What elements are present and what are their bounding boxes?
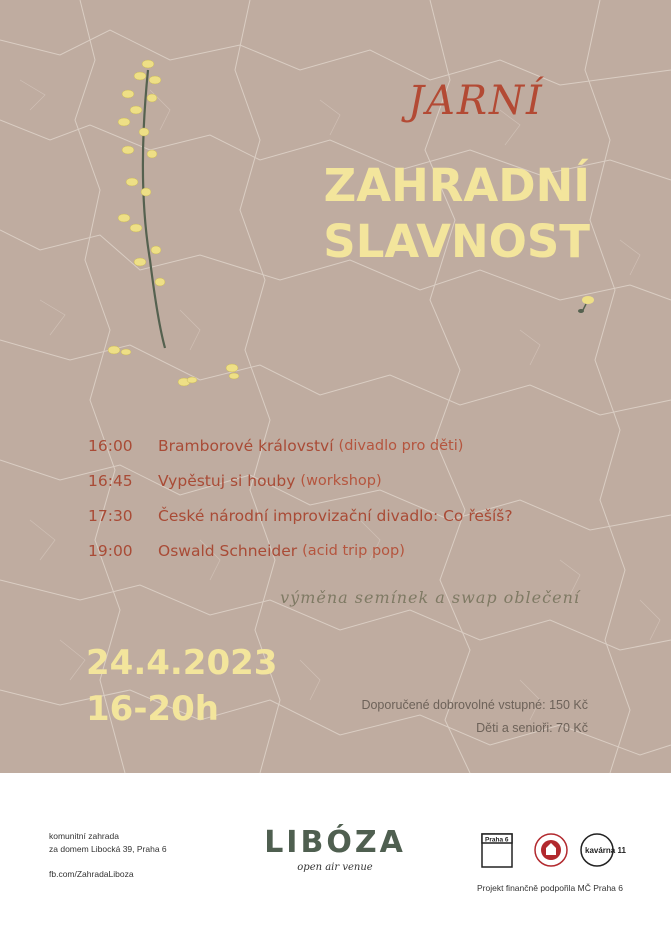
schedule-time: 16:00 <box>88 436 133 455</box>
schedule-row <box>88 498 648 533</box>
schedule-time: 19:00 <box>88 541 133 560</box>
title-line2: ZAHRADNÍ <box>323 159 590 212</box>
title-main <box>230 158 590 270</box>
schedule-note: (divadlo pro děti) <box>338 437 464 454</box>
funding-note: Projekt finančně podpořila MČ Praha 6 <box>477 883 623 893</box>
event-hours: 16-20h <box>86 689 219 729</box>
price-reduced: Děti a senioři: 70 Kč <box>476 721 588 735</box>
schedule-name: Bramborové království <box>158 436 334 455</box>
single-flower-illustration <box>570 290 600 320</box>
venue-line1: komunitní zahrada <box>49 831 119 841</box>
schedule-time: 16:45 <box>88 471 133 490</box>
schedule-name: Oswald Schneider <box>158 541 298 560</box>
entry-prices <box>300 694 588 740</box>
kavarna-logo <box>581 834 626 866</box>
title-line3: SLAVNOST <box>323 215 590 268</box>
schedule-row <box>88 463 648 498</box>
schedule-note: (acid trip pop) <box>302 542 405 559</box>
schedule-name: České národní improvizační divadlo: Co řešíš? <box>158 506 513 525</box>
logo-text: LIBÓZA <box>264 825 406 860</box>
venue-address <box>49 830 167 856</box>
schedule-name: Vypěstuj si houby <box>158 471 296 490</box>
facebook-link[interactable]: fb.com/ZahradaLiboza <box>49 869 134 879</box>
venue-line2: za domem Libocká 39, Praha 6 <box>49 844 167 854</box>
title-line1: JARNÍ <box>408 78 544 124</box>
schedule-time: 17:30 <box>88 506 133 525</box>
program-schedule <box>88 428 648 568</box>
price-recommended: Doporučené dobrovolné vstupné: 150 Kč <box>361 698 588 712</box>
city-crest-logo <box>535 834 567 866</box>
liboza-logo <box>250 826 420 873</box>
schedule-row <box>88 533 648 568</box>
schedule-row <box>88 428 648 463</box>
logo-subtitle: open air venue <box>297 862 373 873</box>
partner-logos <box>481 830 626 870</box>
event-date: 24.4.2023 <box>86 643 278 683</box>
event-date-block <box>86 640 277 732</box>
kavarna-text: kavárna 11 <box>585 846 626 855</box>
extra-activity: výměna semínek a swap oblečení <box>280 588 580 607</box>
schedule-note: (workshop) <box>300 472 382 489</box>
praha6-text: Praha 6 <box>485 836 509 844</box>
praha6-logo <box>482 834 512 867</box>
